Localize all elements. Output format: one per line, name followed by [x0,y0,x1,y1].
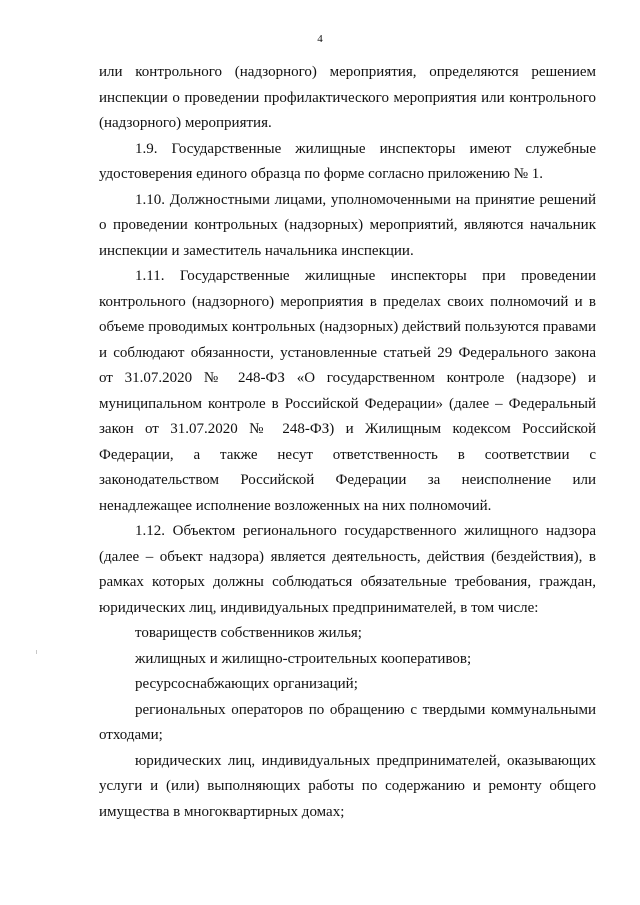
paragraph-1-9: 1.9. Государственные жилищные инспекторы имеют служебные удостоверения единого образца по форме согласно приложению № 1. [99,140,596,182]
list-item: жилищных и жилищно-строительных кооперативов; [135,650,472,667]
document-body [99,60,596,825]
supervised-entities-list [99,621,596,825]
list-item: юридических лиц, индивидуальных предпринимателей, оказывающих услуги и (или) выполняющих работы по содержанию и ремонту общего имущества в многоквартирных домах; [99,752,596,820]
paragraph-continuation: или контрольного (надзорного) мероприятия, определяются решением инспекции о проведении профилактического мероприятия или контрольного (надзорного) мероприятия. [99,64,596,131]
scan-margin-mark [36,650,37,654]
list-item: региональных операторов по обращению с твердыми коммунальными отходами; [99,701,596,743]
paragraph-1-11: 1.11. Государственные жилищные инспекторы при проведении контрольного (надзорного) мероприятия в пределах своих полномочий и в объеме проводимых контрольных (надзорных) действий пользуются правами и соблюдают обязанности, установленные статьей 29 Федерального закона от 31.07.2020 № 248-ФЗ «О государственном контроле (надзоре) и муниципальном контроле в Российской Федерации» (далее – Федеральный закон от 31.07.2020 № 248-ФЗ) и Жилищным кодексом Российской Федерации, а также несут ответственность в соответствии с законодательством Российской Федерации за неисполнение или ненадлежащее исполнение возложенных на них полномочий. [99,268,596,514]
list-item: товариществ собственников жилья; [135,625,362,641]
paragraph-1-10: 1.10. Должностными лицами, уполномоченными на принятие решений о проведении контрольных (надзорных) мероприятий, являются начальник инспекции и заместитель начальника инспекции. [99,191,596,259]
page-number: 4 [317,33,323,45]
list-item: ресурсоснабжающих организаций; [135,676,358,692]
paragraph-1-12: 1.12. Объектом регионального государственного жилищного надзора (далее – объект надзора) является деятельность, действия (бездействия), в рамках которых должны соблюдаться обязательные требования, граждан, юридических лиц, индивидуальных предпринимателей, в том числе: [99,523,596,616]
